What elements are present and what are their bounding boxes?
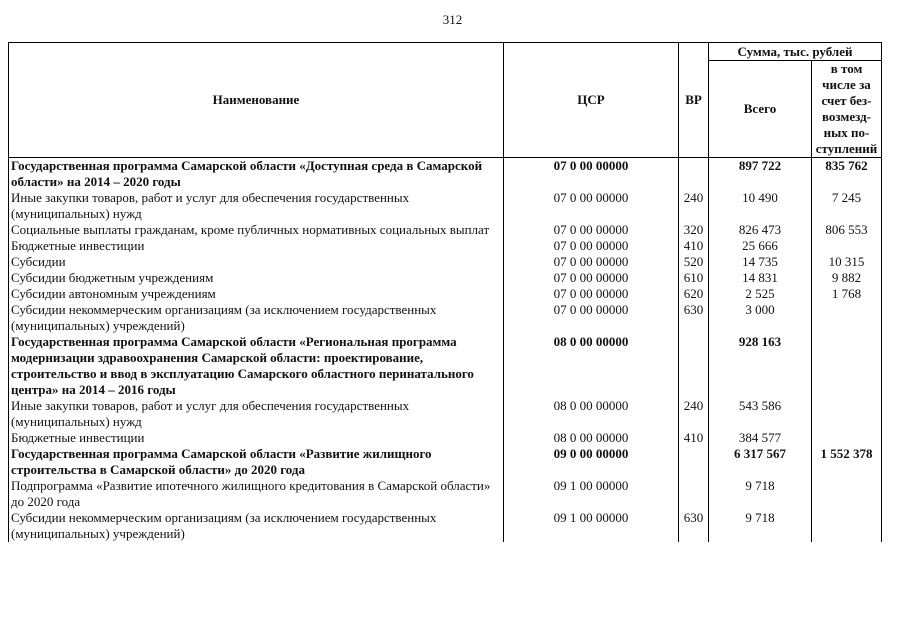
- row-csr: 07 0 00 00000: [504, 190, 679, 222]
- row-name: Государственная программа Самарской области «Развитие жилищного строительства в Самарской области» до 2020 года: [9, 446, 504, 478]
- row-total: 9 718: [709, 510, 812, 542]
- row-gratis: 1 768: [812, 286, 882, 302]
- row-name: Субсидии: [9, 254, 504, 270]
- row-name: Государственная программа Самарской области «Доступная среда в Самарской области» на 2014 – 2020 годы: [9, 158, 504, 191]
- row-total: 6 317 567: [709, 446, 812, 478]
- row-vr: 630: [679, 302, 709, 334]
- header-including: в том числе за счет без-возмезд-ных по-ступлений: [812, 61, 882, 158]
- row-csr: 09 0 00 00000: [504, 446, 679, 478]
- row-name: Иные закупки товаров, работ и услуг для обеспечения государственных (муниципальных) нужд: [9, 398, 504, 430]
- row-total: 9 718: [709, 478, 812, 510]
- row-vr: 630: [679, 510, 709, 542]
- row-vr: [679, 158, 709, 191]
- table-row: [9, 222, 882, 238]
- table-row: [9, 190, 882, 222]
- row-csr: 07 0 00 00000: [504, 254, 679, 270]
- table-row: [9, 286, 882, 302]
- row-name: Государственная программа Самарской области «Региональная программа модернизации здравоохранения Самарской области: проектирование, строительство и ввод в эксплуатацию Самарского областного перинатального центра» на 2014 – 2016 годы: [9, 334, 504, 398]
- row-name: Субсидии автономным учреждениям: [9, 286, 504, 302]
- table-row: [9, 510, 882, 542]
- header-name: Наименование: [9, 43, 504, 158]
- table-row: [9, 430, 882, 446]
- row-name: Подпрограмма «Развитие ипотечного жилищного кредитования в Самарской области» до 2020 года: [9, 478, 504, 510]
- header-sum: Сумма, тыс. рублей: [709, 43, 882, 61]
- row-gratis: [812, 478, 882, 510]
- row-csr: 09 1 00 00000: [504, 510, 679, 542]
- row-vr: [679, 334, 709, 398]
- row-gratis: 7 245: [812, 190, 882, 222]
- table-row: [9, 254, 882, 270]
- row-csr: 07 0 00 00000: [504, 158, 679, 191]
- row-gratis: 835 762: [812, 158, 882, 191]
- row-gratis: [812, 398, 882, 430]
- row-csr: 08 0 00 00000: [504, 398, 679, 430]
- table-row: [9, 238, 882, 254]
- row-csr: 07 0 00 00000: [504, 222, 679, 238]
- row-vr: 520: [679, 254, 709, 270]
- row-total: 25 666: [709, 238, 812, 254]
- row-gratis: 9 882: [812, 270, 882, 286]
- row-gratis: [812, 430, 882, 446]
- row-total: 3 000: [709, 302, 812, 334]
- row-csr: 07 0 00 00000: [504, 238, 679, 254]
- table-body: [9, 158, 882, 543]
- row-vr: 240: [679, 398, 709, 430]
- row-vr: 620: [679, 286, 709, 302]
- row-name: Иные закупки товаров, работ и услуг для обеспечения государственных (муниципальных) нужд: [9, 190, 504, 222]
- row-total: 928 163: [709, 334, 812, 398]
- row-gratis: [812, 238, 882, 254]
- row-vr: [679, 478, 709, 510]
- row-name: Субсидии некоммерческим организациям (за исключением государственных (муниципальных) учреждений): [9, 302, 504, 334]
- row-gratis: [812, 302, 882, 334]
- table-row: [9, 334, 882, 398]
- row-vr: 410: [679, 430, 709, 446]
- budget-table: [8, 42, 882, 542]
- row-total: 897 722: [709, 158, 812, 191]
- table-row: [9, 270, 882, 286]
- row-name: Бюджетные инвестиции: [9, 238, 504, 254]
- row-name: Субсидии некоммерческим организациям (за исключением государственных (муниципальных) учреждений): [9, 510, 504, 542]
- row-name: Социальные выплаты гражданам, кроме публичных нормативных социальных выплат: [9, 222, 504, 238]
- row-total: 543 586: [709, 398, 812, 430]
- page-number: 312: [442, 12, 463, 27]
- row-csr: 07 0 00 00000: [504, 302, 679, 334]
- row-name: Субсидии бюджетным учреждениям: [9, 270, 504, 286]
- table-row: [9, 302, 882, 334]
- row-total: 2 525: [709, 286, 812, 302]
- table-row: [9, 446, 882, 478]
- table-row: [9, 478, 882, 510]
- row-gratis: 806 553: [812, 222, 882, 238]
- row-vr: 610: [679, 270, 709, 286]
- row-gratis: [812, 510, 882, 542]
- row-vr: [679, 446, 709, 478]
- row-csr: 07 0 00 00000: [504, 270, 679, 286]
- header-vr: ВР: [679, 43, 709, 158]
- table-row: [9, 398, 882, 430]
- row-total: 14 735: [709, 254, 812, 270]
- row-gratis: [812, 334, 882, 398]
- row-vr: 240: [679, 190, 709, 222]
- header-csr: ЦСР: [504, 43, 679, 158]
- row-vr: 410: [679, 238, 709, 254]
- row-vr: 320: [679, 222, 709, 238]
- row-total: 826 473: [709, 222, 812, 238]
- row-total: 10 490: [709, 190, 812, 222]
- row-total: 14 831: [709, 270, 812, 286]
- row-total: 384 577: [709, 430, 812, 446]
- row-csr: 09 1 00 00000: [504, 478, 679, 510]
- row-csr: 07 0 00 00000: [504, 286, 679, 302]
- row-gratis: 1 552 378: [812, 446, 882, 478]
- row-csr: 08 0 00 00000: [504, 430, 679, 446]
- table-row: [9, 158, 882, 191]
- row-csr: 08 0 00 00000: [504, 334, 679, 398]
- row-name: Бюджетные инвестиции: [9, 430, 504, 446]
- header-total: Всего: [709, 61, 812, 158]
- row-gratis: 10 315: [812, 254, 882, 270]
